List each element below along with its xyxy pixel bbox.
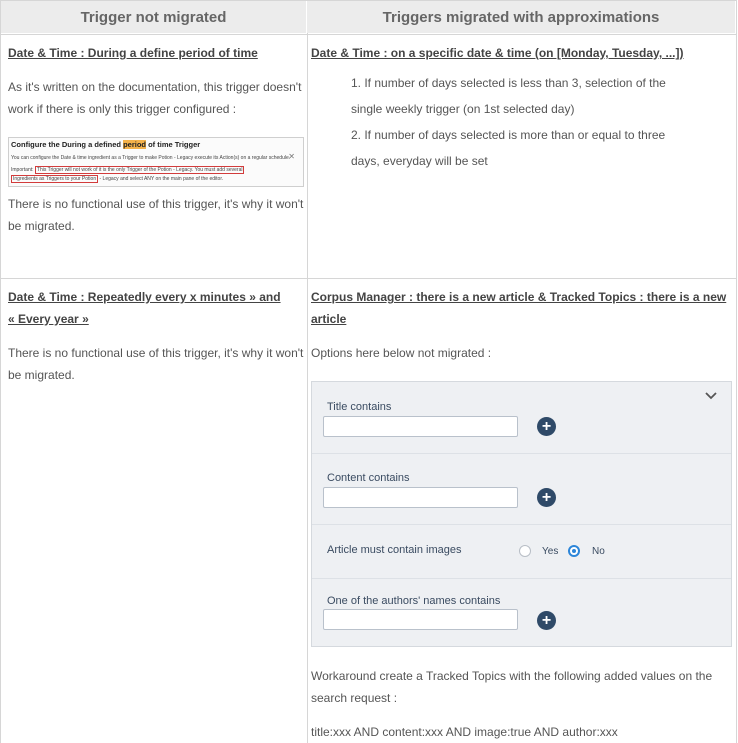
images-no-radio[interactable] — [568, 545, 580, 557]
header-divider — [1, 34, 737, 35]
row1-right-title — [311, 42, 684, 64]
doc-image-line2: Important: This Trigger will not work of it is the only Trigger of the Potion - Legacy. You must add several — [11, 167, 243, 173]
item1-line2: single weekly trigger (on 1st selected day) — [351, 102, 575, 116]
row1-left-para2-line2: be migrated. — [8, 219, 75, 233]
images-label: Article must contain images — [327, 544, 462, 556]
row2-left-title-line2: « Every year » — [8, 312, 89, 326]
row2-left-para-line1: There is no functional use of this trigger, it's why it won't — [8, 346, 304, 360]
date-time-specific-title: Date & Time : on a specific date & time (on [Monday, Tuesday, ...]) — [311, 46, 684, 60]
row2-right-title-line2: article — [311, 312, 347, 326]
item2-line1: 2. If number of days selected is more than or equal to three — [351, 128, 666, 142]
workaround-line2: search request : — [311, 691, 398, 705]
options-intro: Options here below not migrated : — [311, 346, 492, 360]
add-author-button[interactable]: + — [537, 611, 556, 630]
images-row — [312, 524, 731, 579]
row2-right-title-line1: Corpus Manager : there is a new article & Tracked Topics : there is a new — [311, 290, 727, 304]
item2-line2: days, everyday will be set — [351, 154, 488, 168]
row2-left-para-line2: be migrated. — [8, 368, 75, 382]
images-no-label: No — [592, 546, 605, 557]
add-content-button[interactable]: + — [537, 488, 556, 507]
item1-line1: 1. If number of days selected is less than 3, selection of the — [351, 76, 666, 90]
row1-left-title — [8, 42, 258, 64]
header-triggers-migrated: Triggers migrated with approximations — [307, 1, 735, 33]
authors-input[interactable] — [323, 609, 518, 630]
title-contains-label: Title contains — [327, 401, 392, 413]
images-yes-label: Yes — [542, 546, 559, 557]
table-right-border — [736, 1, 737, 743]
content-contains-label: Content contains — [327, 472, 410, 484]
not-migrated-options-form — [311, 381, 732, 647]
row1-left-para1-line1: As it's written on the documentation, this trigger doesn't — [8, 80, 302, 94]
row1-left-para1-line2: work if there is only this trigger configured : — [8, 102, 237, 116]
header-trigger-not-migrated: Trigger not migrated — [1, 1, 306, 33]
doc-image-title: Configure the During a defined period of time Trigger — [11, 140, 201, 149]
workaround-query: title:xxx AND content:xxx AND image:true AND author:xxx — [311, 725, 618, 739]
authors-label: One of the authors' names contains — [327, 595, 501, 607]
row-divider — [1, 278, 737, 279]
date-time-period-title: Date & Time : During a define period of time — [8, 46, 258, 60]
documentation-screenshot — [8, 137, 304, 187]
doc-image-line1: You can configure the Date & time ingredient as a Trigger to make Potion - Legacy execute its Action(s) on a regular schedule. — [11, 155, 291, 161]
images-yes-radio[interactable] — [519, 545, 531, 557]
doc-image-line3: Ingredients as Triggers to your Potion - Legacy and select ANY on the main pane of the editor. — [13, 176, 224, 182]
row2-left-title-line1: Date & Time : Repeatedly every x minutes » and — [8, 290, 281, 304]
title-contains-input[interactable] — [323, 416, 518, 437]
content-contains-input[interactable] — [323, 487, 518, 508]
authors-row — [312, 578, 731, 646]
content-contains-row — [312, 453, 731, 525]
doc-image-close-icon: ✕ — [288, 152, 295, 161]
add-title-button[interactable]: + — [537, 417, 556, 436]
workaround-line1: Workaround create a Tracked Topics with the following added values on the — [311, 669, 713, 683]
row1-left-para2-line1: There is no functional use of this trigger, it's why it won't — [8, 197, 304, 211]
column-divider — [307, 1, 308, 743]
title-contains-row — [312, 382, 731, 454]
